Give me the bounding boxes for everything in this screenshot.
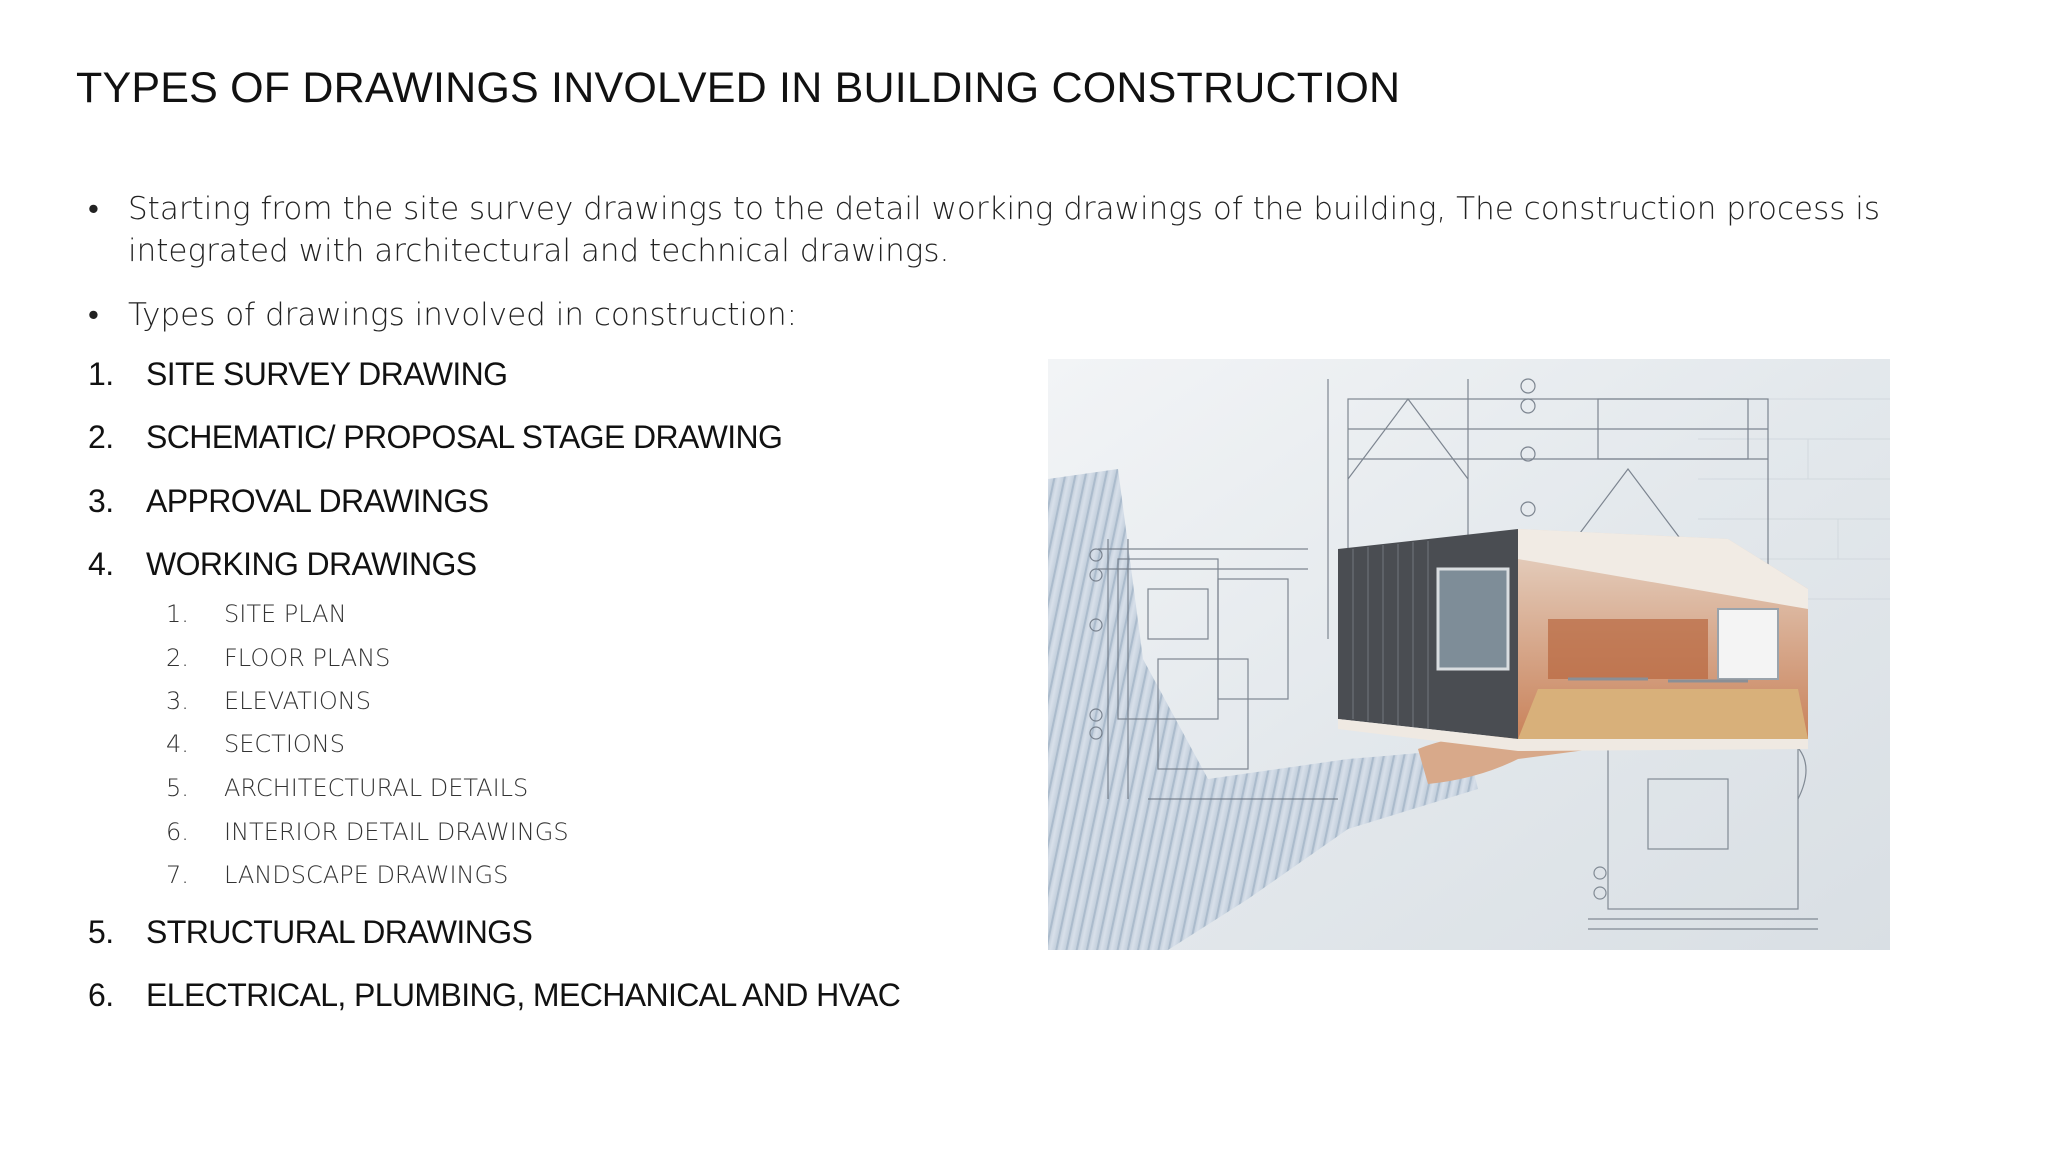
sub-list-item-number: 5. [166, 774, 189, 802]
sub-list-item-label: SECTIONS [224, 730, 345, 758]
bullet-dot: • [88, 191, 99, 227]
types-bullet-text: Types of drawings involved in construction: [128, 297, 798, 333]
sub-list-item-number: 7. [166, 861, 189, 889]
list-item-label: ELECTRICAL, PLUMBING, MECHANICAL AND HVAC [146, 977, 901, 1013]
bullet-dot: • [88, 297, 99, 333]
list-item-label: WORKING DRAWINGS [146, 546, 477, 582]
building-model-on-hand-illustration-icon [1048, 359, 1890, 950]
list-item-number: 6. [88, 977, 114, 1013]
list-item-number: 4. [88, 546, 114, 582]
sub-list-item-number: 1. [166, 600, 189, 628]
list-item-label: STRUCTURAL DRAWINGS [146, 914, 533, 950]
list-item-label: APPROVAL DRAWINGS [146, 483, 489, 519]
sub-list-item-label: ELEVATIONS [224, 687, 371, 715]
list-item-number: 3. [88, 483, 114, 519]
list-item-number: 2. [88, 419, 114, 455]
sub-list-item-label: LANDSCAPE DRAWINGS [224, 861, 509, 889]
sub-list-item-number: 2. [166, 644, 189, 672]
slide-title: TYPES OF DRAWINGS INVOLVED IN BUILDING CONSTRUCTION [76, 64, 1401, 112]
sub-list-item-number: 6. [166, 818, 189, 846]
list-item-label: SITE SURVEY DRAWING [146, 356, 508, 392]
list-item-number: 5. [88, 914, 114, 950]
sub-list-item-number: 3. [166, 687, 189, 715]
sub-list-item-label: ARCHITECTURAL DETAILS [224, 774, 529, 802]
sub-list-item-label: SITE PLAN [224, 600, 347, 628]
sub-list-item-number: 4. [166, 730, 189, 758]
list-item-number: 1. [88, 356, 114, 392]
sub-list-item-label: FLOOR PLANS [224, 644, 391, 672]
sub-list-item-label: INTERIOR DETAIL DRAWINGS [224, 818, 569, 846]
list-item-label: SCHEMATIC/ PROPOSAL STAGE DRAWING [146, 419, 783, 455]
intro-bullet-text: Starting from the site survey drawings to the detail working drawings of the building, The construction process is integrated with architectural and technical drawings. [128, 191, 1881, 269]
